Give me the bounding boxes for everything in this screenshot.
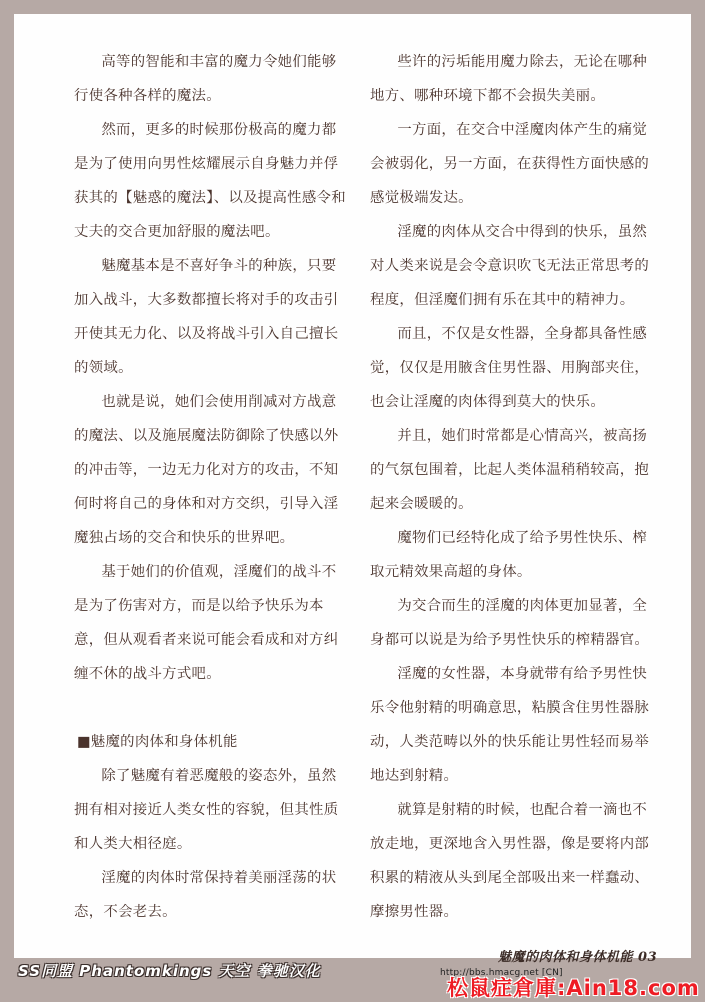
section-heading: ■魅魔的肉体和身体机能 bbox=[76, 734, 238, 750]
paragraph: 然而，更多的时候那份极高的魔力都是为了使用向男性炫耀展示自身魅力并俘获其的【魅惑的魔法】、以及提高性感令和丈夫的交合更加舒服的魔法吧。 bbox=[74, 122, 346, 240]
paragraph: 除了魅魔有着恶魔般的姿态外，虽然拥有相对接近人类女性的容貌，但其性质和人类大相径庭。 bbox=[74, 768, 339, 852]
paragraph: 也就是说，她们会使用削减对方战意的魔法、以及施展魔法防御除了快感以外的冲击等，一边无力化对方的攻击，不知何时将自己的身体和对方交织，引导入淫魔独占场的交合和快乐的世界吧。 bbox=[74, 394, 339, 546]
paragraph: 淫魔的肉体从交合中得到的快乐，虽然对人类来说是会令意识吹飞无法正常思考的程度，但淫魔们拥有乐在其中的精神力。 bbox=[370, 224, 650, 308]
right-column bbox=[370, 45, 650, 929]
section-spacer bbox=[74, 691, 350, 725]
left-column bbox=[74, 45, 350, 929]
paragraph: 一方面，在交合中淫魔肉体产生的痛觉会被弱化，另一方面，在获得性方面快感的感觉极端发达。 bbox=[370, 122, 650, 206]
paragraph: 些许的污垢能用魔力除去，无论在哪种地方、哪种环境下都不会损失美丽。 bbox=[370, 54, 648, 104]
paragraph: 为交合而生的淫魔的肉体更加显著，全身都可以说是为给予男性快乐的榨精器官。 bbox=[370, 598, 650, 648]
paragraph: 魔物们已经特化成了给予男性快乐、榨取元精效果高超的身体。 bbox=[370, 530, 648, 580]
paragraph: 淫魔的肉体时常保持着美丽淫荡的状态，不会老去。 bbox=[74, 870, 337, 920]
paragraph: 而且，不仅是女性器，全身都具备性感觉，仅仅是用腋含住男性器、用胸部夹住，也会让淫魔的肉体得到莫大的快乐。 bbox=[370, 326, 650, 410]
paragraph: 基于她们的价值观，淫魔们的战斗不是为了伤害对方，而是以给予快乐为本意，但从观看者来说可能会看成和对方纠缠不休的战斗方式吧。 bbox=[74, 564, 339, 682]
page-footer-title: 魅魔的肉体和身体机能 03 bbox=[498, 950, 658, 965]
paragraph: 淫魔的女性器，本身就带有给予男性快乐令他射精的明确意思，粘膜含住男性器脉动，人类范畴以外的快乐能让男性轻而易举地达到射精。 bbox=[370, 666, 650, 784]
paragraph: 并且，她们时常都是心情高兴，被高扬的气氛包围着，比起人类体温稍稍较高，抱起来会暖暖的。 bbox=[370, 428, 650, 512]
translation-credit: SS同盟 Phantomkings 天空 拳驰汉化 bbox=[18, 962, 321, 980]
watermark: 松鼠症倉庫:Ain18.com bbox=[447, 976, 700, 1000]
paragraph: 高等的智能和丰富的魔力令她们能够行使各种各样的魔法。 bbox=[74, 54, 337, 104]
source-url: http://bbs.hmacg.net [CN] bbox=[440, 968, 563, 978]
page bbox=[14, 14, 691, 958]
paragraph: 魅魔基本是不喜好争斗的种族，只要加入战斗，大多数都擅长将对手的攻击引开使其无力化、以及将战斗引入自己擅长的领域。 bbox=[74, 258, 339, 376]
paragraph: 就算是射精的时候，也配合着一滴也不放走地，更深地含入男性器，像是要将内部积累的精液从头到尾全部吸出来一样蠢动、摩擦男性器。 bbox=[370, 802, 650, 920]
